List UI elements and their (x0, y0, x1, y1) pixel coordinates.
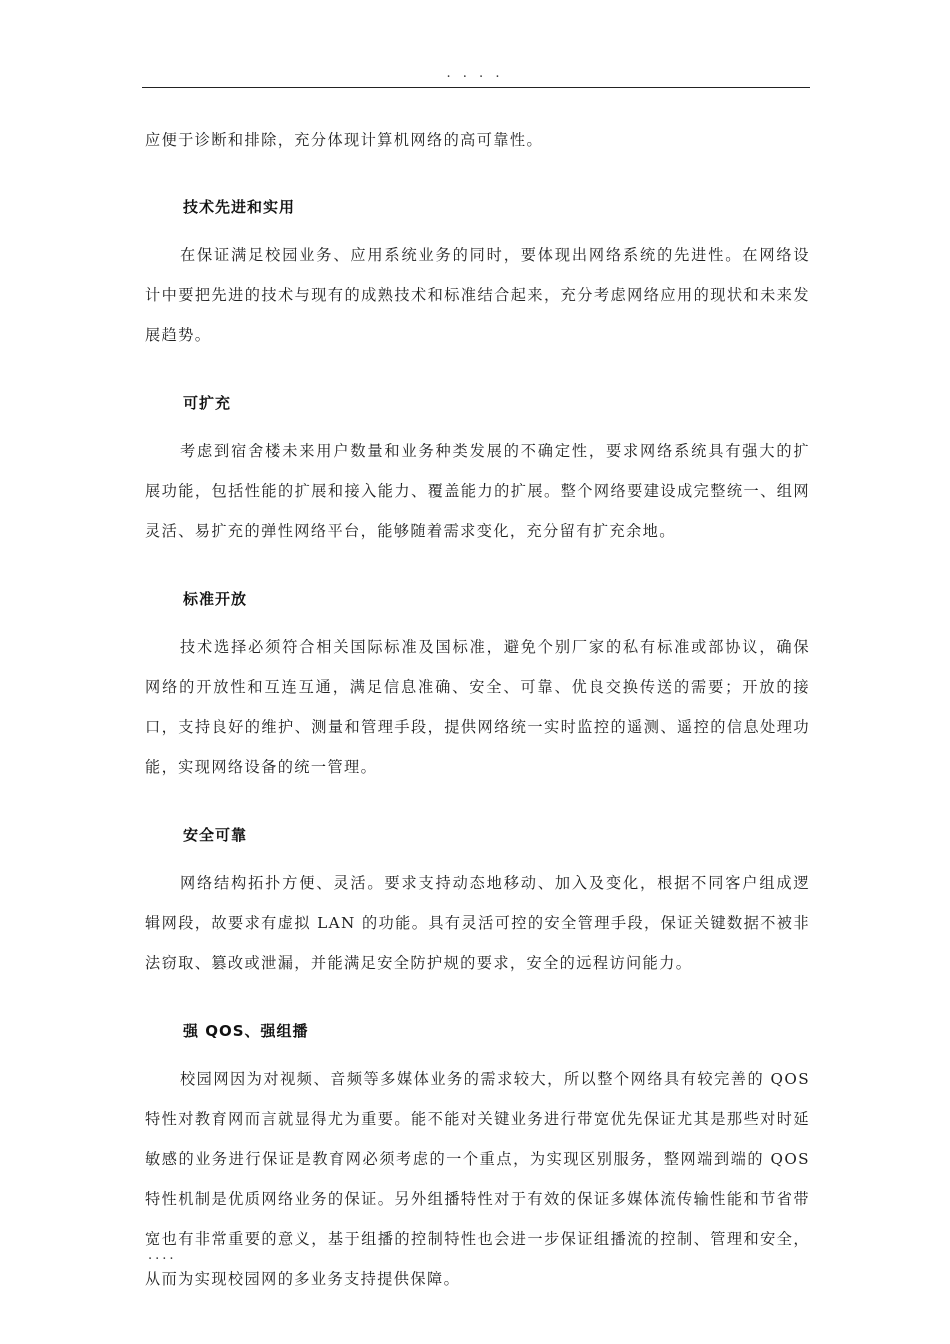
section-body-expandable: 考虑到宿舍楼未来用户数量和业务种类发展的不确定性，要求网络系统具有强大的扩展功能，包括性能的扩展和接入能力、覆盖能力的扩展。整个网络要建设成完整统一、组网灵活、易扩充的弹性网络平台，能够随着需求变化，充分留有扩充余地。 (145, 442, 810, 540)
section-body-open-standard: 技术选择必须符合相关国际标准及国标准，避免个别厂家的私有标准或部协议，确保网络的开放性和互连互通，满足信息准确、安全、可靠、优良交换传送的需要；开放的接口，支持良好的维护、测量和管理手段，提供网络统一实时监控的遥测、遥控的信息处理功能，实现网络设备的统一管理。 (145, 638, 810, 776)
page-footer-mark: .... (148, 1248, 177, 1263)
section-heading-qos-multicast: 强 QOS、强组播 (183, 1022, 309, 1040)
header-divider (142, 87, 810, 88)
section-heading-open-standard: 标准开放 (183, 590, 248, 608)
section-heading-security: 安全可靠 (183, 826, 248, 844)
section-heading-expandable: 可扩充 (183, 394, 232, 412)
document-body (145, 120, 810, 1299)
page-header-mark: . . . . (446, 66, 504, 81)
section-body-security: 网络结构拓扑方便、灵活。要求支持动态地移动、加入及变化，根据不同客户组成逻辑网段，故要求有虚拟 LAN 的功能。具有灵活可控的安全管理手段，保证关键数据不被非法窃取、篡改或泄漏，并能满足安全防护规的要求，安全的远程访问能力。 (145, 874, 810, 972)
section-body-qos-multicast: 校园网因为对视频、音频等多媒体业务的需求较大，所以整个网络具有较完善的 QOS 特性对教育网而言就显得尤为重要。能不能对关键业务进行带宽优先保证尤其是那些对时延敏感的业务进行保证是教育网必须考虑的一个重点，为实现区别服务，整网端到端的 QOS 特性机制是优质网络业务的保证。另外组播特性对于有效的保证多媒体流传输性能和节省带宽也有非常重要的意义，基于组播的控制特性也会进一步保证组播流的控制、管理和安全，从而为实现校园网的多业务支持提供保障。 (145, 1070, 810, 1288)
section-body-advanced: 在保证满足校园业务、应用系统业务的同时，要体现出网络系统的先进性。在网络设计中要把先进的技术与现有的成熟技术和标准结合起来，充分考虑网络应用的现状和未来发展趋势。 (145, 246, 810, 344)
intro-paragraph: 应便于诊断和排除，充分体现计算机网络的高可靠性。 (145, 131, 544, 149)
section-heading-advanced: 技术先进和实用 (183, 198, 296, 216)
